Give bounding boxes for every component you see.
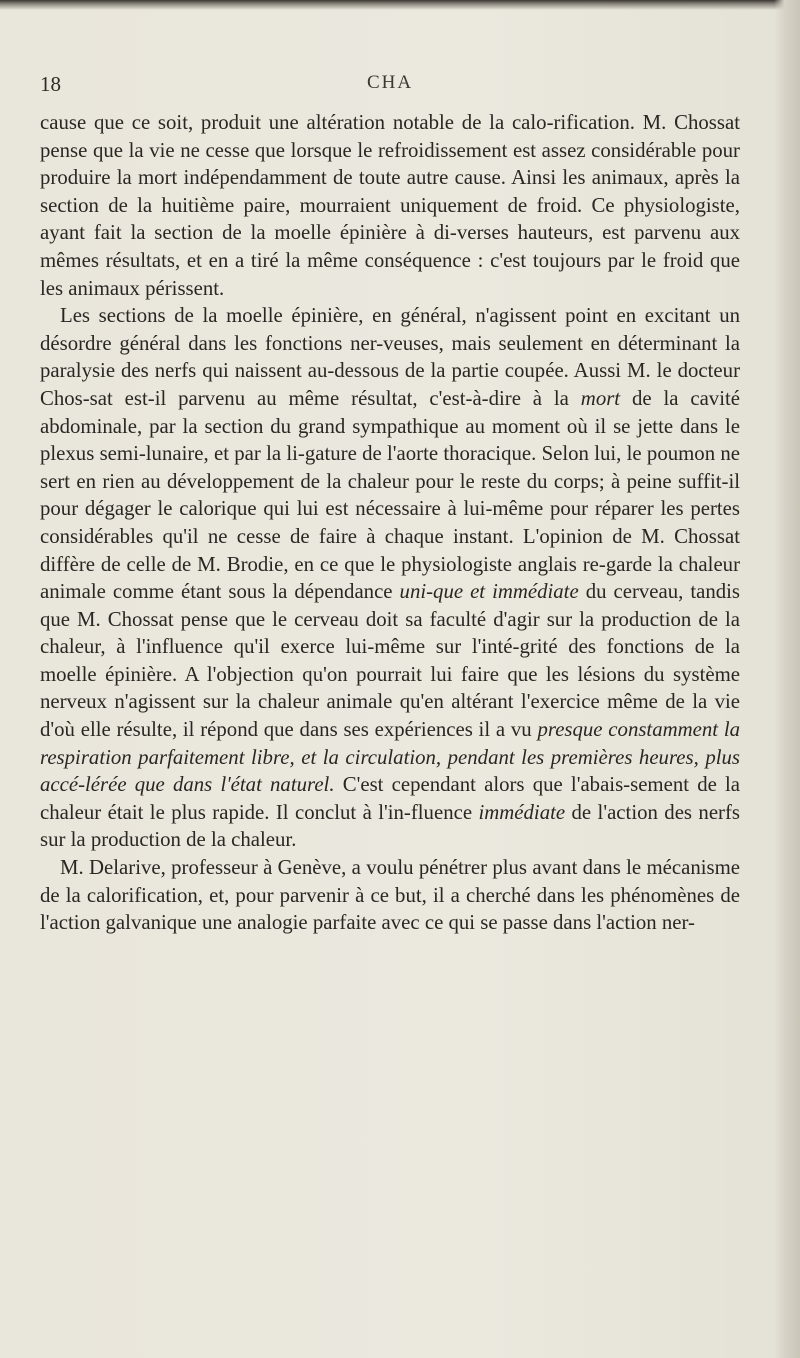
scan-top-shadow bbox=[0, 0, 800, 10]
text-run: Les sections de la moelle épinière, en général, n'agissent point en excitant un désordre général dans les fonctions ner-veuses, mais seulement en déterminant la paralysie des nerfs qui naissent au-dessous de la partie coupée. Aussi M. le docteur Chos-sat est-il parvenu au même résultat, c'est-à-dire à la bbox=[40, 304, 740, 410]
running-title: CHA bbox=[366, 72, 414, 93]
italic-text-run: immédiate bbox=[478, 800, 566, 824]
text-run: C'est cependant alors que l'abais-sement de la chaleur était le plus rapide. Il conclut à l'in-fluence bbox=[40, 773, 741, 824]
italic-text-run: mort bbox=[580, 386, 621, 410]
italic-text-run: uni-que et immédiate bbox=[399, 580, 579, 604]
body-text bbox=[40, 109, 740, 937]
page-edge-shadow bbox=[774, 0, 800, 1358]
page-number: 18 bbox=[40, 72, 61, 96]
paragraph bbox=[40, 302, 740, 854]
paragraph bbox=[40, 854, 740, 937]
text-run: de la cavité abdominale, par la section du grand sympathique au moment où il se jette dans le plexus semi-lunaire, et par la li-gature de l'aorte thoracique. Selon lui, le poumon ne sert en rien au développement de la chaleur pour le reste du corps; à peine suffit-il pour dégager le calorique qui lui est nécessaire à lui-même pour réparer les pertes considérables qu'il ne cesse de faire à chaque instant. L'opinion de M. Chossat diffère de celle de M. Brodie, en ce que le physiologiste anglais re-garde la chaleur animale comme étant sous la dépendance bbox=[40, 386, 740, 604]
paragraph bbox=[40, 109, 740, 302]
page-header bbox=[40, 72, 740, 102]
italic-text-run: presque constamment la respiration parfaitement libre, et la circulation, pendant les premières heures, plus accé-lérée que dans l'état naturel. bbox=[40, 718, 741, 797]
text-run: du cerveau, tandis que M. Chossat pense que le cerveau doit sa faculté d'agir sur la production de la chaleur, à l'influence qu'il exerce lui-même sur l'inté-grité des fonctions de la moelle épinière. A l'objection qu'on pourrait lui faire que les lésions du système nerveux n'agissent sur la chaleur animale qu'en altérant l'exercice même de la vie d'où elle résulte, il répond que dans ses expériences il a vu bbox=[40, 580, 740, 742]
text-run: M. Delarive, professeur à Genève, a voulu pénétrer plus avant dans le mécanisme de la calorification, et, pour parvenir à ce but, il a cherché dans les phénomènes de l'action galvanique une analogie parfaite avec ce qui se passe dans l'action ner- bbox=[40, 856, 740, 935]
text-run: cause que ce soit, produit une altération notable de la calo-rification. M. Chossat pense que la vie ne cesse que lorsque le refroidissement est assez considérable pour produire la mort indépendamment de toute autre cause. Ainsi les animaux, après la section de la huitième paire, mourraient uniquement de froid. Ce physiologiste, ayant fait la section de la moelle épinière à di-verses hauteurs, est parvenu aux mêmes résultats, et en a tiré la même conséquence : c'est toujours par le froid que les animaux périssent. bbox=[40, 111, 740, 300]
text-run: de l'action des nerfs sur la production de la chaleur. bbox=[40, 800, 741, 852]
